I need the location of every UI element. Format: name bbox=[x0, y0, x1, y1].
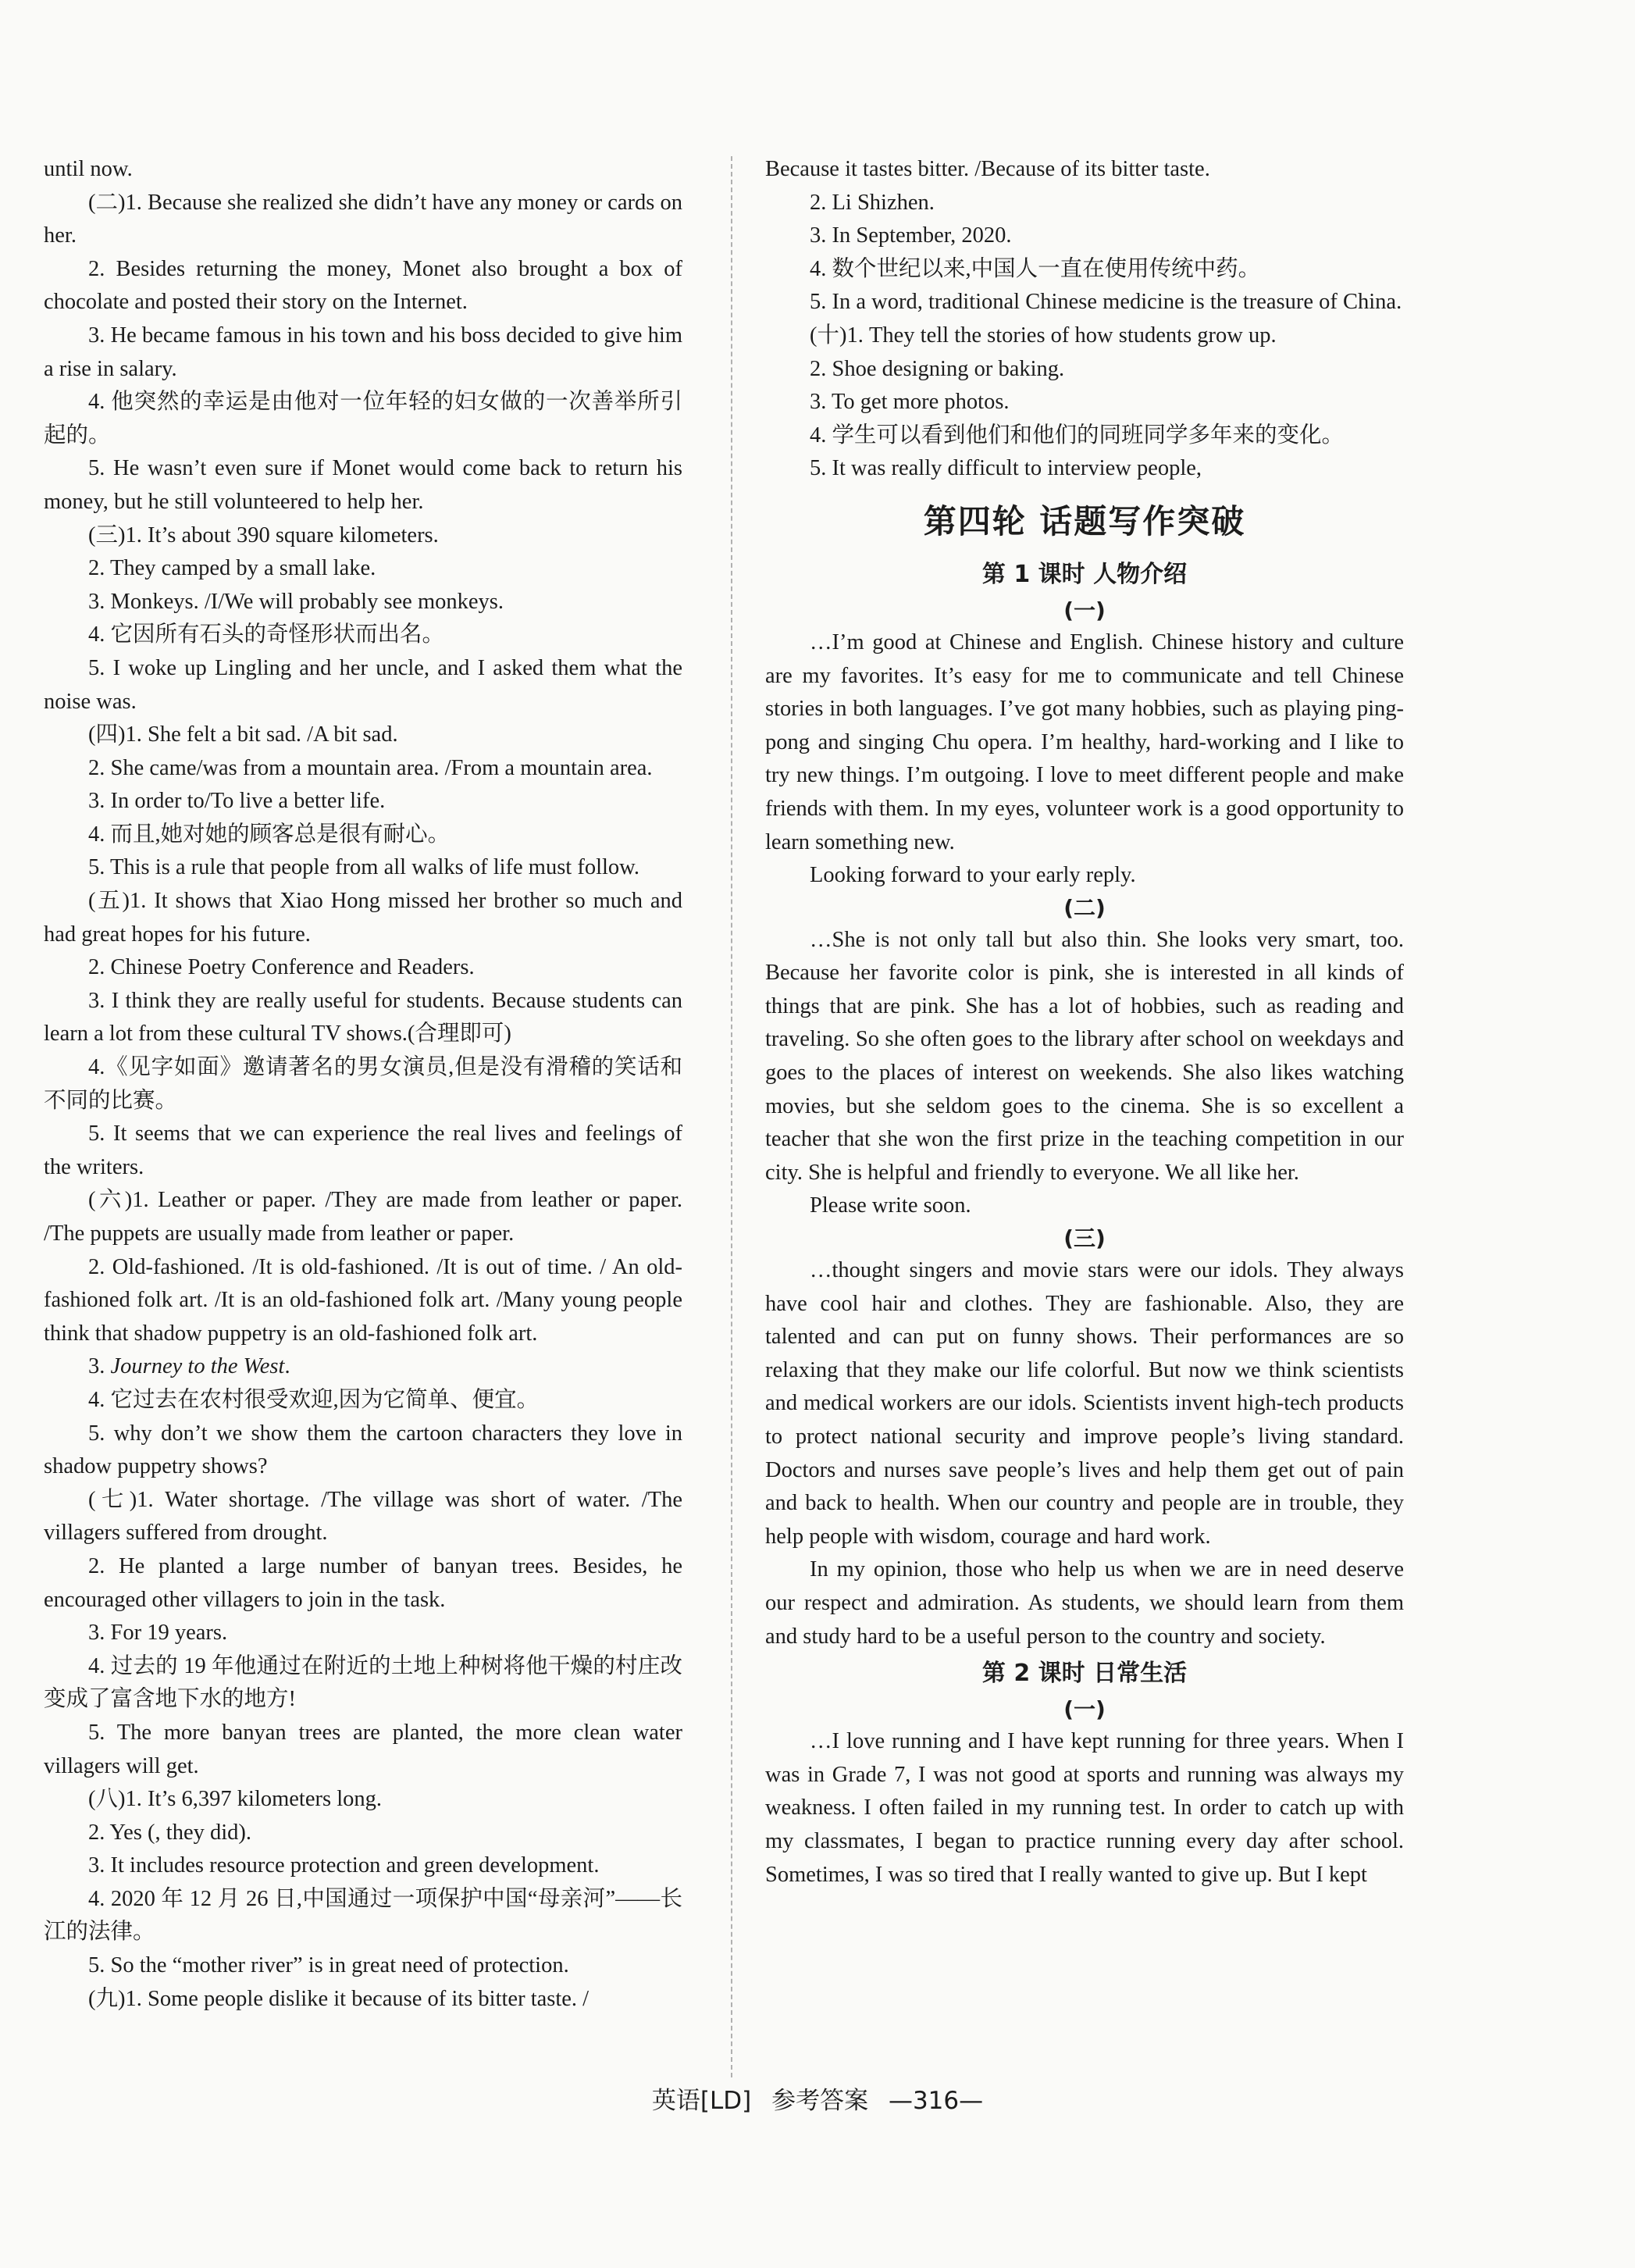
answer-paragraph: 4. 学生可以看到他们和他们的同班同学多年来的变化。 bbox=[810, 423, 1345, 448]
answer-paragraph: 3. I think they are really useful for students. Because students can learn a lot from these cultural TV shows.(合理即可) bbox=[44, 988, 682, 1047]
exercise-start: (二)1. Because she realized she didn’t have any money or cards on her. bbox=[44, 190, 682, 248]
answer-paragraph: 2. Besides returning the money, Monet also brought a box of chocolate and posted their story on the Internet. bbox=[44, 256, 682, 315]
answer-paragraph: 4. 而且,她对她的顾客总是很有耐心。 bbox=[88, 822, 451, 847]
answer-paragraph: 2. Chinese Poetry Conference and Readers. bbox=[88, 955, 475, 980]
subsection-label: (一) bbox=[1063, 597, 1106, 623]
exercise-start: (四)1. She felt a bit sad. /A bit sad. bbox=[88, 722, 398, 747]
answer-paragraph: 2. Shoe designing or baking. bbox=[810, 356, 1065, 381]
answer-paragraph: 2. She came/was from a mountain area. /From a mountain area. bbox=[88, 755, 653, 780]
answer-paragraph: 5. In a word, traditional Chinese medicine is the treasure of China. bbox=[810, 290, 1402, 315]
lesson-heading: 第 2 课时 日常生活 bbox=[981, 1660, 1188, 1688]
answer-paragraph: …I’m good at Chinese and English. Chinese history and culture are my favorites. It’s easy for me to communicate and tell Chinese stories in both languages. I’ve got many hobbies, such as playing ping-pong and singing Chu opera. I’m healthy, hard-working and I like to try new things. I’m outgoing. I love to meet different people and make friends with them. In my eyes, volunteer work is a good opportunity to learn something new. bbox=[765, 629, 1404, 854]
answer-paragraph: 5. This is a rule that people from all walks of life must follow. bbox=[88, 855, 640, 880]
answer-paragraph: 2. Old-fashioned. /It is old-fashioned. /It is out of time. / An old-fashioned folk art. /It is an old-fashioned folk art. /Many young people think that shadow puppetry is an old-fashioned folk art. bbox=[44, 1254, 682, 1346]
answer-paragraph: 5. It seems that we can experience the real lives and feelings of the writers. bbox=[44, 1122, 682, 1179]
answer-paragraph bbox=[44, 1350, 682, 1384]
answer-paragraph: until now. bbox=[44, 157, 133, 181]
answer-paragraph: 4. 过去的 19 年他通过在附近的土地上种树将他干燥的村庄改变成了富含地下水的地方! bbox=[44, 1653, 682, 1712]
exercise-start: (七)1. Water shortage. /The village was short of water. /The villagers suffered from drought. bbox=[44, 1487, 682, 1546]
answer-paragraph: 4. 2020 年 12 月 26 日,中国通过一项保护中国“母亲河”——长江的法律。 bbox=[44, 1886, 682, 1945]
page-number: —316— bbox=[888, 2087, 984, 2115]
answer-paragraph: 2. He planted a large number of banyan trees. Besides, he encouraged other villagers to join in the task. bbox=[44, 1553, 682, 1612]
answer-suffix: . bbox=[284, 1354, 290, 1379]
answer-paragraph: 4. 数个世纪以来,中国人一直在使用传统中药。 bbox=[810, 256, 1261, 281]
answer-paragraph: …I love running and I have kept running for three years. When I was in Grade 7, I was not good at sports and running was always my weakness. I often failed in my running test. In order to catch up with my classmates, I began to practice running every day after school. Sometimes, I was so tired that I really wanted to give up. But I kept bbox=[765, 1729, 1404, 1887]
section-title: 第四轮 话题写作突破 bbox=[923, 501, 1246, 540]
footer-label: 参考答案 bbox=[771, 2087, 869, 2115]
answer-paragraph: 4.《见字如面》邀请著名的男女演员,但是没有滑稽的笑话和不同的比赛。 bbox=[44, 1055, 682, 1113]
subsection-label: (三) bbox=[1063, 1225, 1106, 1252]
answer-paragraph: 3. To get more photos. bbox=[810, 390, 1010, 415]
exercise-start: (十)1. They tell the stories of how students grow up. bbox=[810, 323, 1277, 348]
answer-paragraph: 5. It was really difficult to interview people, bbox=[810, 456, 1202, 481]
answer-paragraph: 4. 它过去在农村很受欢迎,因为它简单、便宜。 bbox=[88, 1387, 540, 1412]
right-column bbox=[765, 153, 1404, 1892]
answer-paragraph: …She is not only tall but also thin. She looks very smart, too. Because her favorite color is pink, she is interested in all kinds of things that are pink. She has a lot of hobbies, such as reading and traveling. So she often goes to the library after school on weekdays and goes to the places of interest on weekends. She also likes watching movies, but she seldom goes to the cinema. She is so excellent a teacher that she won the first prize in the teaching competition in our city. She is helpful and friendly to everyone. We all like her. bbox=[765, 927, 1404, 1185]
book-title: Journey to the West bbox=[110, 1354, 285, 1379]
answer-paragraph: 2. Li Shizhen. bbox=[810, 190, 935, 215]
answer-paragraph: 3. He became famous in his town and his boss decided to give him a rise in salary. bbox=[44, 323, 682, 381]
answer-paragraph: Looking forward to your early reply. bbox=[810, 863, 1136, 888]
answer-paragraph: 3. In order to/To live a better life. bbox=[88, 789, 386, 814]
lesson-heading: 第 1 课时 人物介绍 bbox=[981, 560, 1188, 588]
answer-paragraph: 2. They camped by a small lake. bbox=[88, 556, 376, 581]
answer-paragraph: 2. Yes (, they did). bbox=[88, 1820, 252, 1845]
page-footer bbox=[0, 2081, 1635, 2116]
answer-paragraph: …thought singers and movie stars were our idols. They always have cool hair and clothes. They are fashionable. Also, they are talented and can put on funny shows. Their performances are so relaxing that they make our life colorful. But now we think scientists and medical workers are our idols. Scientists invent high-tech products to protect national security and improve people’s living standard. Doctors and nurses save people’s lives and help them get out of pain and back to health. When our country and people are in trouble, they help people with wisdom, courage and hard work. bbox=[765, 1258, 1404, 1549]
footer-subject: 英语[LD] bbox=[651, 2087, 752, 2115]
exercise-start: (九)1. Some people dislike it because of its bitter taste. / bbox=[88, 1986, 590, 2011]
answer-paragraph: Please write soon. bbox=[810, 1193, 971, 1218]
answer-paragraph: 3. Monkeys. /I/We will probably see monkeys. bbox=[88, 589, 504, 614]
answer-paragraph: 3. In September, 2020. bbox=[810, 223, 1012, 248]
answer-paragraph: In my opinion, those who help us when we are in need deserve our respect and admiration. As students, we should learn from them and study hard to be a useful person to the country and society. bbox=[765, 1557, 1404, 1649]
answer-prefix: 3. bbox=[88, 1354, 111, 1379]
left-column bbox=[44, 153, 682, 2016]
exercise-start: (八)1. It’s 6,397 kilometers long. bbox=[88, 1787, 382, 1812]
answer-paragraph: Because it tastes bitter. /Because of its bitter taste. bbox=[765, 157, 1210, 181]
exercise-start: (五)1. It shows that Xiao Hong missed her brother so much and had great hopes for his future. bbox=[44, 889, 682, 947]
subsection-label: (一) bbox=[1063, 1696, 1106, 1723]
column-divider bbox=[731, 156, 732, 2077]
exercise-start: (三)1. It’s about 390 square kilometers. bbox=[88, 522, 439, 547]
subsection-label: (二) bbox=[1063, 894, 1106, 921]
answer-paragraph: 3. It includes resource protection and green development. bbox=[88, 1853, 600, 1878]
answer-paragraph: 5. So the “mother river” is in great need of protection. bbox=[88, 1953, 569, 1978]
exercise-start: (六)1. Leather or paper. /They are made from leather or paper. /The puppets are usually made from leather or paper. bbox=[44, 1188, 682, 1246]
answer-paragraph: 5. He wasn’t even sure if Monet would come back to return his money, but he still volunteered to help her. bbox=[44, 456, 682, 514]
answer-paragraph: 4. 他突然的幸运是由他对一位年轻的妇女做的一次善举所引起的。 bbox=[44, 390, 682, 448]
answer-paragraph: 5. The more banyan trees are planted, the more clean water villagers will get. bbox=[44, 1720, 682, 1778]
answer-paragraph: 5. I woke up Lingling and her uncle, and I asked them what the noise was. bbox=[44, 655, 682, 714]
answer-paragraph: 4. 它因所有石头的奇怪形状而出名。 bbox=[88, 622, 445, 647]
answer-paragraph: 5. why don’t we show them the cartoon characters they love in shadow puppetry shows? bbox=[44, 1421, 682, 1479]
answer-paragraph: 3. For 19 years. bbox=[88, 1621, 228, 1646]
